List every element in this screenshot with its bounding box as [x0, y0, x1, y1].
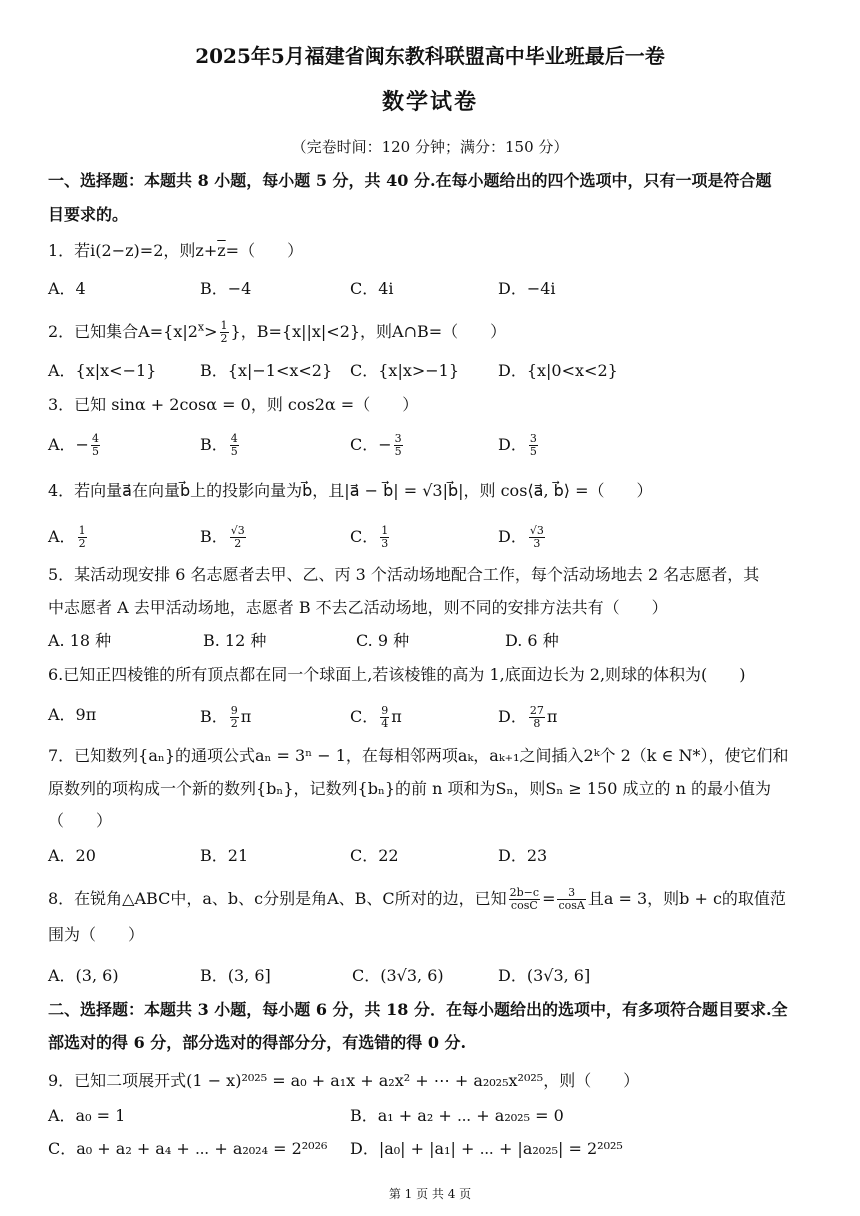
q2-option-c: C．{x|x>−1} [350, 361, 460, 380]
q5-stem-line1: 5．某活动现安排 6 名志愿者去甲、乙、丙 3 个活动场地配合工作，每个活动场地去 2 名志愿者，其 [48, 565, 760, 584]
section2-heading-line1: 二、选择题：本题共 3 小题，每小题 6 分，共 18 分．在每小题给出的选项中，有多项符合题目要求.全 [48, 1000, 788, 1019]
q8-option-b: B．(3, 6] [200, 966, 271, 985]
exam-meta: （完卷时间：120 分钟；满分：150 分） [291, 138, 569, 156]
q3-option-d: D． $\frac{3}{5}$ [498, 432, 537, 458]
q2-stem [48, 320, 506, 345]
q9-stem: 9．已知二项展开式(1 − x)²⁰²⁵ = a₀ + a₁x + a₂x² + ⋯ + a₂₀₂₅x²⁰²⁵，则（ ） [48, 1071, 640, 1090]
q4-option-a: A． $\frac{1}{2}$ [48, 524, 86, 550]
q8-fraction-1: $\frac{2b-c}{\cos C}$ [509, 886, 540, 912]
q9-option-b: B．a₁ + a₂ + ⋯ + a₂₀₂₅ = 0 [350, 1106, 564, 1125]
q1-stem-b: =（ ） [225, 241, 304, 260]
q2-stem-b: > [204, 322, 218, 341]
q7-option-a: A．20 [48, 846, 96, 865]
q2-option-a: A．{x|x<−1} [48, 361, 157, 380]
q4-option-d: D． $\frac{√3}{3}$ [498, 524, 544, 550]
q3-option-c: C．− $\frac{3}{5}$ [350, 432, 402, 458]
q1-option-a: A．4 [48, 279, 86, 298]
q6-option-a: A．9π [48, 705, 97, 724]
q4-option-c: C． $\frac{1}{3}$ [350, 524, 389, 550]
section1-heading-line2: 目要求的。 [48, 205, 129, 224]
q9-option-d: D．|a₀| + |a₁| + ⋯ + |a₂₀₂₅| = 2²⁰²⁵ [350, 1139, 623, 1158]
q8-option-d: D．(3√3, 6] [498, 966, 591, 985]
q6-option-d: D． $\frac{27}{8}$ π [498, 704, 558, 730]
q8-fraction-2: $\frac{3}{\cos A}$ [558, 886, 585, 912]
q1-option-d: D．−4i [498, 279, 556, 298]
q7-option-b: B．21 [200, 846, 249, 865]
q2-exp: x [197, 320, 205, 334]
q5-stem-line2: 中志愿者 A 去甲活动场地，志愿者 B 不去乙活动场地，则不同的安排方法共有（ ） [48, 598, 668, 617]
section1-heading-line1: 一、选择题：本题共 8 小题，每小题 5 分，共 40 分.在每小题给出的四个选项中，只有一项是符合题 [48, 171, 772, 190]
q8-stem-line2: 围为（ ） [48, 925, 145, 944]
q4-option-b: B． $\frac{√3}{2}$ [200, 524, 245, 550]
q6-stem: 6.已知正四棱锥的所有顶点都在同一个球面上,若该棱锥的高为 1,底面边长为 2,则球的体积为( ) [48, 665, 746, 684]
q5-option-c: C. 9 种 [356, 631, 410, 650]
q7-stem-line3: （ ） [48, 811, 113, 830]
q5-option-d: D. 6 种 [505, 631, 559, 650]
q7-option-d: D．23 [498, 846, 548, 865]
q7-stem-line2: 原数列的项构成一个新的数列{bₙ}，记数列{bₙ}的前 n 项和为Sₙ，则Sₙ ≥ 150 成立的 n 的最小值为 [48, 779, 771, 798]
q8-stem-line1: 8．在锐角△ABC中，a、b、c分别是角A、B、C所对的边，已知 $\frac{2b-c}{\cos C}$ = $\frac{3}{\cos A}$ 且a = 3，则b + c的取值范 [48, 886, 786, 912]
q1-option-b: B．−4 [200, 279, 252, 298]
q2-fraction: $\frac{1}{2}$ [220, 319, 228, 345]
q2-option-d: D．{x|0<x<2} [498, 361, 618, 380]
q8-option-c: C．(3√3, 6) [352, 966, 444, 985]
q1-stem-a: 1．若i(2−z)=2，则z+ [48, 241, 218, 260]
q6-option-b: B． $\frac{9}{2}$ π [200, 704, 252, 730]
page-footer: 第 1 页 共 4 页 [388, 1187, 472, 1201]
q1-zbar: $\overline{z}$ [217, 241, 226, 260]
q4-stem: 4．若向量a⃗在向量b⃗上的投影向量为b⃗，且|a⃗ − b⃗| = √3|b⃗|，则 cos⟨a⃗, b⃗⟩ =（ ） [48, 481, 653, 500]
exam-subtitle: 数学试卷 [381, 89, 478, 115]
q3-stem: 3．已知 sinα + 2cosα = 0，则 cos2α =（ ） [48, 395, 419, 414]
section2-heading-line2: 部选对的得 6 分，部分选对的得部分分，有选错的得 0 分. [48, 1033, 467, 1052]
q1-stem [48, 241, 303, 261]
q2-option-b: B．{x|−1<x<2} [200, 361, 333, 380]
q7-option-c: C．22 [350, 846, 399, 865]
q6-option-c: C． $\frac{9}{4}$ π [350, 704, 402, 730]
q2-stem-a: 2．已知集合A={x|2 [48, 322, 198, 341]
q8-option-a: A．(3, 6) [48, 966, 119, 985]
q3-option-a: A．− $\frac{4}{5}$ [48, 432, 99, 458]
q7-stem-line1: 7．已知数列{aₙ}的通项公式aₙ = 3ⁿ − 1，在每相邻两项aₖ，aₖ₊₁之间插入2ᵏ个 2（k ∈ N*），使它们和 [48, 746, 789, 765]
q9-option-a: A．a₀ = 1 [48, 1106, 126, 1125]
q5-option-b: B. 12 种 [203, 631, 267, 650]
q9-option-c: C．a₀ + a₂ + a₄ + ⋯ + a₂₀₂₄ = 2²⁰²⁶ [48, 1139, 328, 1158]
q1-option-c: C．4i [350, 279, 394, 298]
q3-option-b: B． $\frac{4}{5}$ [200, 432, 238, 458]
exam-title: 2025年5月福建省闽东教科联盟高中毕业班最后一卷 [195, 44, 665, 68]
q2-stem-c: }，B={x||x|<2}，则A∩B=（ ） [230, 322, 507, 341]
q5-option-a: A. 18 种 [48, 631, 112, 650]
